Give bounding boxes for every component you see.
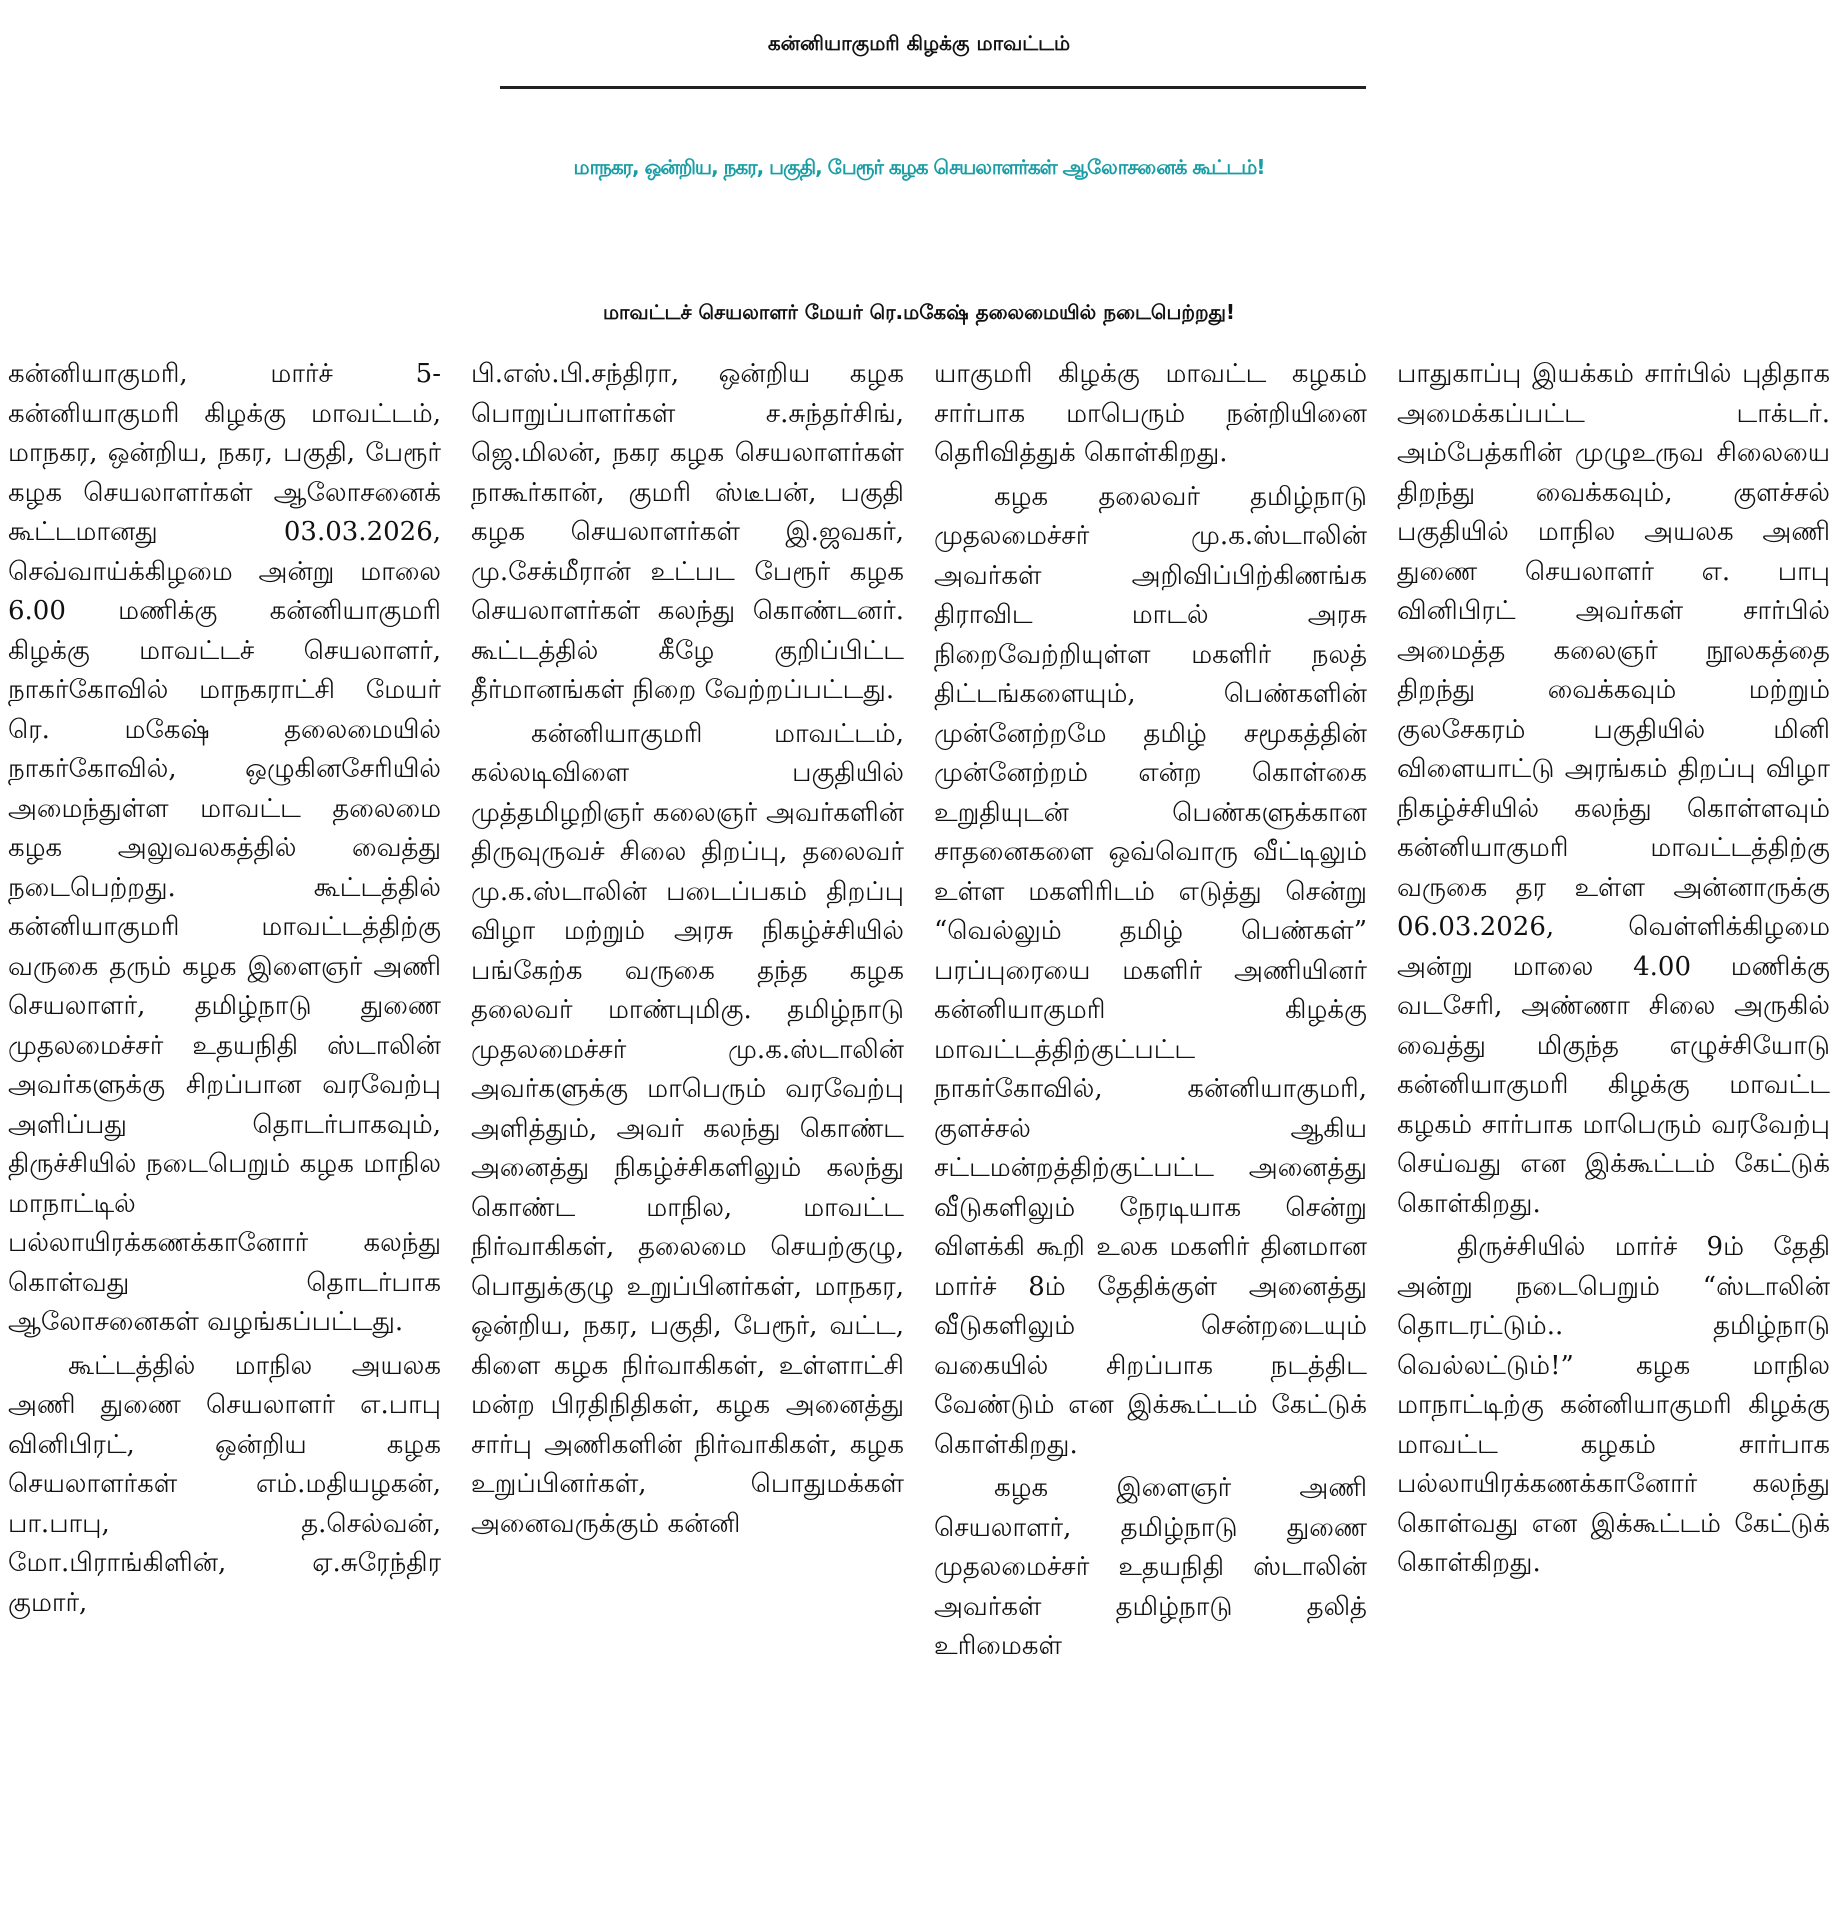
paragraph: கூட்டத்தில் மாநில அயலக அணி துணை செயலாளர் எ.பாபு வினிபிரட், ஒன்றிய கழக செயலாளர்கள் எம்.மதியழகன், பா.பாபு, த.செல்வன், மோ.பிராங்கிளின், ஏ.சுரேந்திர குமார், bbox=[8, 1350, 441, 1618]
paragraph: பி.எஸ்.பி.சந்திரா, ஒன்றிய கழக பொறுப்பாளர்கள் ச.சுந்தர்சிங், ஜெ.மிலன், நகர கழக செயலாளர்கள் நாகூர்கான், குமரி ஸ்டீபன், பகுதி கழக செயலாளர்கள் இ.ஜவகர், மு.சேக்மீரான் உட்பட பேரூர் கழக செயலாளர்கள் கலந்து கொண்டனர். கூட்டத்தில் கீழே குறிப்பிட்ட தீர்மானங்கள் நிறை வேற்றப்பட்டது. bbox=[471, 359, 904, 705]
paragraph: பாதுகாப்பு இயக்கம் சார்பில் புதிதாக அமைக்கப்பட்ட டாக்டர். அம்பேத்கரின் முழுஉருவ சிலையை திறந்து வைக்கவும், குளச்சல் பகுதியில் மாநில அயலக அணி துணை செயலாளர் எ. பாபு வினிபிரட் அவர்கள் சார்பில் அமைத்த கலைஞர் நூலகத்தை திறந்து வைக்கவும் மற்றும் குலசேகரம் பகுதியில் மினி விளையாட்டு அரங்கம் திறப்பு விழா நிகழ்ச்சியில் கலந்து கொள்ளவும் கன்னியாகுமரி மாவட்டத்திற்கு வருகை தர உள்ள அன்னாருக்கு 06.03.2026, வெள்ளிக்கிழமை அன்று மாலை 4.00 மணிக்கு வடசேரி, அண்ணா சிலை அருகில் வைத்து மிகுந்த எழுச்சியோடு கன்னியாகுமரி கிழக்கு மாவட்ட கழகம் சார்பாக மாபெரும் வரவேற்பு செய்வது என இக்கூட்டம் கேட்டுக் கொள்கிறது. bbox=[1397, 359, 1830, 1219]
paragraph: கன்னியாகுமரி மாவட்டம், கல்லடிவிளை பகுதியில் முத்தமிழறிஞர் கலைஞர் அவர்களின் திருவுருவச் சிலை திறப்பு, தலைவர் மு.க.ஸ்டாலின் படைப்பகம் திறப்பு விழா மற்றும் அரசு நிகழ்ச்சியில் பங்கேற்க வருகை தந்த கழக தலைவர் மாண்புமிகு. தமிழ்நாடு முதலமைச்சர் மு.க.ஸ்டாலின் அவர்களுக்கு மாபெரும் வரவேற்பு அளித்தும், அவர் கலந்து கொண்ட அனைத்து நிகழ்ச்சிகளிலும் கலந்து கொண்ட மாநில, மாவட்ட நிர்வாகிகள், தலைமை செயற்குழு, பொதுக்குழு உறுப்பினர்கள், மாநகர, ஒன்றிய, நகர, பகுதி, பேரூர், வட்ட, கிளை கழக நிர்வாகிகள், உள்ளாட்சி மன்ற பிரதிநிதிகள், கழக அனைத்து சார்பு அணிகளின் நிர்வாகிகள், கழக உறுப்பினர்கள், பொதுமக்கள் அனைவருக்கும் கன்னி bbox=[471, 718, 904, 1539]
sub-headline: மாவட்டச் செயலாளர் மேயர் ரெ.மகேஷ் தலைமையில் நடைபெற்றது! bbox=[602, 300, 1236, 324]
paragraph: யாகுமரி கிழக்கு மாவட்ட கழகம் சார்பாக மாபெரும் நன்றியினை தெரிவித்துக் கொள்கிறது. bbox=[934, 359, 1367, 468]
paragraph: கழக தலைவர் தமிழ்நாடு முதலமைச்சர் மு.க.ஸ்டாலின் அவர்கள் அறிவிப்பிற்கிணங்க திராவிட மாடல் அரசு நிறைவேற்றியுள்ள மகளிர் நலத் திட்டங்களையும், பெண்களின் முன்னேற்றமே தமிழ் சமூகத்தின் முன்னேற்றம் என்ற கொள்கை உறுதியுடன் பெண்களுக்கான சாதனைகளை ஒவ்வொரு வீட்டிலும் உள்ள மகளிரிடம் எடுத்து சென்று “வெல்லும் தமிழ் பெண்கள்” பரப்புரையை மகளிர் அணியினர் கன்னியாகுமரி கிழக்கு மாவட்டத்திற்குட்பட்ட நாகர்கோவில், கன்னியாகுமரி, குளச்சல் ஆகிய சட்டமன்றத்திற்குட்பட்ட அனைத்து வீடுகளிலும் நேரடியாக சென்று விளக்கி கூறி உலக மகளிர் தினமான மார்ச் 8ம் தேதிக்குள் அனைத்து வீடுகளிலும் சென்றடையும் வகையில் சிறப்பாக நடத்திட வேண்டும் என இக்கூட்டம் கேட்டுக் கொள்கிறது. bbox=[934, 481, 1367, 1460]
column-2 bbox=[471, 355, 904, 1915]
column-1 bbox=[8, 355, 441, 1915]
column-3 bbox=[934, 355, 1367, 1915]
main-headline: மாநகர, ஒன்றிய, நகர, பகுதி, பேரூர் கழக செயலாளர்கள் ஆலோசனைக் கூட்டம்! bbox=[573, 155, 1265, 179]
paragraph: கன்னியாகுமரி, மார்ச் 5- கன்னியாகுமரி கிழக்கு மாவட்டம், மாநகர, ஒன்றிய, நகர, பகுதி, பேரூர் கழக செயலாளர்கள் ஆலோசனைக் கூட்டமானது 03.03.2026, செவ்வாய்க்கிழமை அன்று மாலை 6.00 மணிக்கு கன்னியாகுமரி கிழக்கு மாவட்டச் செயலாளர், நாகர்கோவில் மாநகராட்சி மேயர் ரெ. மகேஷ் தலைமையில் நாகர்கோவில், ஒழுகினசேரியில் அமைந்துள்ள மாவட்ட தலைமை கழக அலுவலகத்தில் வைத்து நடைபெற்றது. கூட்டத்தில் கன்னியாகுமரி மாவட்டத்திற்கு வருகை தரும் கழக இளைஞர் அணி செயலாளர், தமிழ்நாடு துணை முதலமைச்சர் உதயநிதி ஸ்டாலின் அவர்களுக்கு சிறப்பான வரவேற்பு அளிப்பது தொடர்பாகவும், திருச்சியில் நடைபெறும் கழக மாநில மாநாட்டில் பல்லாயிரக்கணக்கானோர் கலந்து கொள்வது தொடர்பாக ஆலோசனைகள் வழங்கப்பட்டது. bbox=[8, 359, 441, 1337]
paragraph: கழக இளைஞர் அணி செயலாளர், தமிழ்நாடு துணை முதலமைச்சர் உதயநிதி ஸ்டாலின் அவர்கள் தமிழ்நாடு தலித் உரிமைகள் bbox=[934, 1473, 1367, 1661]
district-kicker: கன்னியாகுமரி கிழக்கு மாவட்டம் bbox=[767, 31, 1071, 55]
column-4 bbox=[1397, 355, 1830, 1915]
kicker-underline bbox=[500, 86, 1366, 89]
article-body bbox=[8, 355, 1830, 1915]
paragraph: திருச்சியில் மார்ச் 9ம் தேதி அன்று நடைபெறும் “ஸ்டாலின் தொடரட்டும்.. தமிழ்நாடு வெல்லட்டும்!” கழக மாநில மாநாட்டிற்கு கன்னியாகுமரி கிழக்கு மாவட்ட கழகம் சார்பாக பல்லாயிரக்கணக்கானோர் கலந்து கொள்வது என இக்கூட்டம் கேட்டுக் கொள்கிறது. bbox=[1397, 1232, 1830, 1578]
